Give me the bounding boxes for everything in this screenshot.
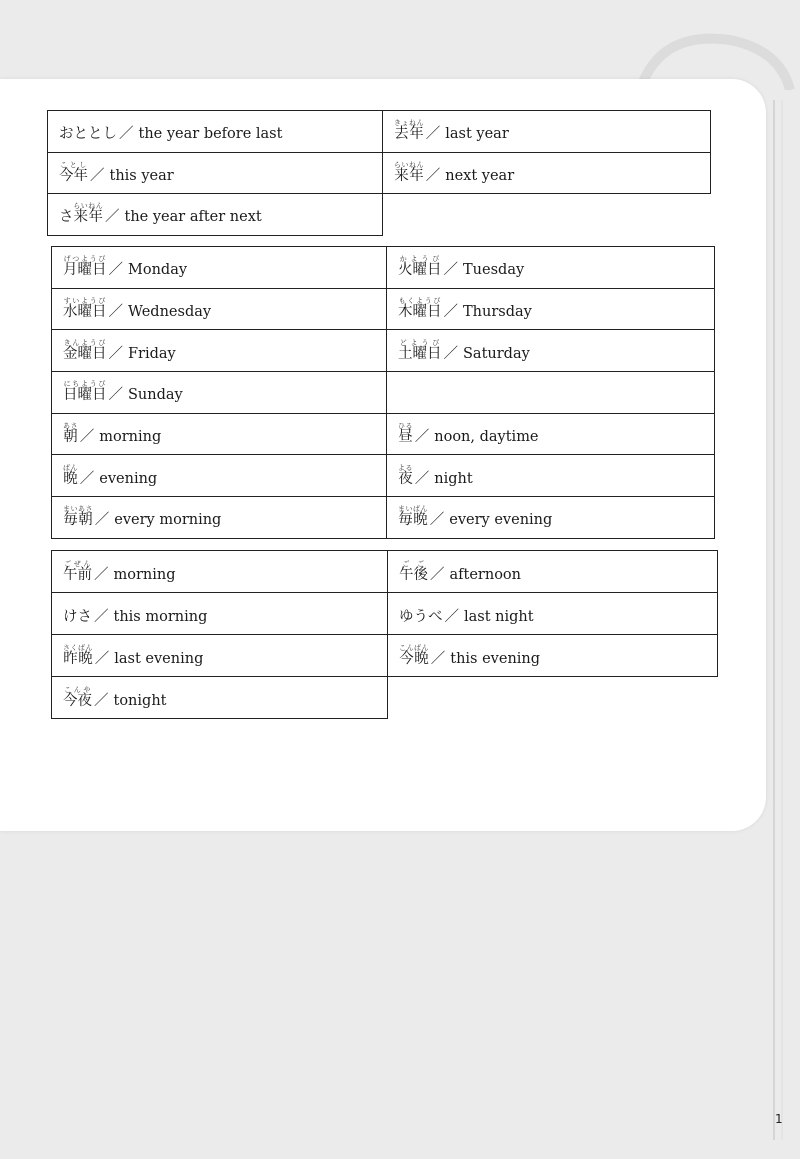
vocab-row <box>52 497 715 539</box>
slash-separator: ／ <box>108 303 123 320</box>
japanese-word-with-furigana <box>63 255 107 279</box>
english-gloss: last night <box>464 608 534 625</box>
slash-separator: ／ <box>430 650 446 667</box>
vocab-row <box>52 551 718 593</box>
vocab-table-days <box>51 246 715 539</box>
japanese-word-with-furigana <box>63 559 92 583</box>
japanese-word-with-furigana <box>398 421 413 445</box>
japanese-word-with-furigana <box>63 685 92 709</box>
vocab-cell-blank <box>383 194 711 236</box>
kanji: 火曜日 <box>398 262 442 279</box>
kanji: 月曜日 <box>63 262 107 279</box>
japanese-word-with-furigana <box>63 643 93 667</box>
japanese-word-with-furigana <box>63 296 107 320</box>
japanese-word-with-furigana <box>73 202 104 225</box>
kanji: 木曜日 <box>398 303 442 320</box>
furigana: らいねん <box>73 202 104 210</box>
slash-separator: ／ <box>94 566 109 583</box>
vocab-cell-blank <box>388 677 718 719</box>
vocab-cell-empty <box>387 372 715 414</box>
vocab-cell <box>52 497 387 539</box>
slash-separator: ／ <box>443 303 458 320</box>
kanji: 今年 <box>59 167 88 184</box>
japanese-word-with-furigana <box>399 559 428 583</box>
slash-separator: ／ <box>94 650 110 667</box>
slash-separator: ／ <box>108 387 123 404</box>
slash-separator: ／ <box>429 512 445 529</box>
furigana: きょねん <box>394 119 424 127</box>
vocab-cell <box>383 152 711 194</box>
japanese-word-with-furigana <box>399 643 429 667</box>
slash-separator: ／ <box>94 692 109 709</box>
vocab-cell <box>52 455 387 497</box>
english-gloss: this year <box>109 167 174 184</box>
slash-separator: ／ <box>414 470 430 487</box>
english-gloss: Friday <box>128 345 176 362</box>
kanji: 昼 <box>398 428 413 445</box>
vocab-row <box>52 413 715 455</box>
slash-separator: ／ <box>79 470 95 487</box>
vocab-cell <box>52 677 388 719</box>
vocab-cell <box>52 635 388 677</box>
furigana: どようび <box>398 338 442 347</box>
kanji: 日曜日 <box>63 387 107 404</box>
english-gloss: Thursday <box>463 303 532 320</box>
vocab-cell <box>387 497 715 539</box>
furigana: きんようび <box>63 338 107 347</box>
english-gloss: afternoon <box>449 566 521 583</box>
furigana: まいあさ <box>63 505 93 514</box>
english-gloss: this evening <box>450 650 541 667</box>
vocab-cell <box>52 593 388 635</box>
slash-separator: ／ <box>90 167 105 184</box>
vocab-row <box>52 330 715 372</box>
japanese-word-with-furigana <box>394 160 424 184</box>
kanji: 朝 <box>63 428 78 445</box>
japanese-word-with-furigana <box>394 119 424 142</box>
slash-separator: ／ <box>94 512 110 529</box>
vocab-row <box>52 247 715 289</box>
japanese-word-with-furigana <box>398 505 428 529</box>
vocab-row <box>52 372 715 414</box>
kanji: 毎朝 <box>63 512 93 529</box>
english-gloss: last evening <box>114 650 204 667</box>
vocab-cell <box>387 413 715 455</box>
furigana: すいようび <box>63 296 107 305</box>
kanji: 毎晩 <box>398 512 428 529</box>
vocab-cell <box>388 593 718 635</box>
slash-separator: ／ <box>444 608 459 625</box>
kanji: 昨晩 <box>63 650 93 667</box>
vocab-row <box>52 635 718 677</box>
kanji: 土曜日 <box>398 345 442 362</box>
japanese-word: さ <box>59 209 74 225</box>
kanji: 水曜日 <box>63 303 107 320</box>
japanese-word: ゆうべ <box>399 608 443 625</box>
english-gloss: Monday <box>128 262 188 279</box>
vocab-cell <box>52 247 387 289</box>
english-gloss: Tuesday <box>463 262 525 279</box>
japanese-word-with-furigana <box>398 463 413 487</box>
vocab-row <box>52 455 715 497</box>
english-gloss: next year <box>445 167 515 184</box>
page-number: 1 <box>775 1112 783 1126</box>
slash-separator: ／ <box>414 428 430 445</box>
furigana: さくばん <box>63 643 93 652</box>
vocab-cell <box>48 111 383 153</box>
slash-separator: ／ <box>108 345 123 362</box>
vocab-row <box>52 677 718 719</box>
kanji: 金曜日 <box>63 345 107 362</box>
furigana: あさ <box>63 421 78 430</box>
vocab-cell <box>387 330 715 372</box>
vocab-row <box>48 152 711 194</box>
japanese-word: けさ <box>63 608 92 625</box>
slash-separator: ／ <box>105 209 120 225</box>
english-gloss: last year <box>445 126 509 142</box>
furigana: もくようび <box>398 296 442 305</box>
kanji: 今夜 <box>63 692 92 709</box>
furigana: ばん <box>63 463 78 472</box>
japanese-word-with-furigana <box>63 505 93 529</box>
vocab-row <box>52 593 718 635</box>
japanese-word-with-furigana <box>63 380 107 404</box>
english-gloss: Wednesday <box>128 303 212 320</box>
japanese-word-with-furigana <box>398 255 442 279</box>
slash-separator: ／ <box>119 126 134 142</box>
vocab-cell <box>52 330 387 372</box>
english-gloss: noon, daytime <box>434 428 539 445</box>
slash-separator: ／ <box>443 262 458 279</box>
japanese-word: おととし <box>59 126 117 142</box>
slash-separator: ／ <box>108 262 123 279</box>
furigana: ごご <box>399 559 428 568</box>
slash-separator: ／ <box>425 126 441 142</box>
furigana: こんばん <box>399 643 429 652</box>
vocab-table-years <box>47 110 711 236</box>
furigana: よる <box>398 463 413 472</box>
japanese-word-with-furigana <box>59 160 88 184</box>
background-ornament <box>600 0 800 90</box>
vocab-cell <box>388 551 718 593</box>
furigana: ごぜん <box>63 559 92 568</box>
vocab-cell <box>388 635 718 677</box>
slash-separator: ／ <box>425 167 441 184</box>
kanji: 午前 <box>63 566 92 583</box>
english-gloss: morning <box>113 566 176 583</box>
background-page-edge <box>768 100 800 1140</box>
vocab-cell <box>387 455 715 497</box>
kanji: 来年 <box>394 167 424 184</box>
furigana: まいばん <box>398 505 428 514</box>
kanji: 午後 <box>399 566 428 583</box>
furigana: げつようび <box>63 255 107 264</box>
english-gloss: night <box>434 470 473 487</box>
furigana: こんや <box>63 685 92 694</box>
vocab-row <box>48 111 711 153</box>
english-gloss: evening <box>99 470 158 487</box>
english-gloss: every morning <box>114 512 222 529</box>
japanese-word-with-furigana <box>398 296 442 320</box>
slash-separator: ／ <box>443 345 458 362</box>
furigana: ひる <box>398 421 413 430</box>
slash-separator: ／ <box>94 608 109 625</box>
english-gloss: the year before last <box>138 126 283 142</box>
vocab-cell <box>387 288 715 330</box>
japanese-word-with-furigana <box>63 338 107 362</box>
vocab-table-times <box>51 550 718 719</box>
english-gloss: tonight <box>113 692 167 709</box>
japanese-word-with-furigana <box>63 463 78 487</box>
slash-separator: ／ <box>79 428 95 445</box>
english-gloss: the year after next <box>124 209 262 225</box>
furigana: かようび <box>398 255 442 264</box>
kanji: 去年 <box>394 126 424 142</box>
vocab-cell <box>52 372 387 414</box>
vocab-cell <box>387 247 715 289</box>
vocab-cell <box>48 194 383 236</box>
furigana: にちようび <box>63 380 107 389</box>
english-gloss: Sunday <box>128 387 183 404</box>
japanese-word-with-furigana <box>398 338 442 362</box>
vocab-row <box>52 288 715 330</box>
japanese-word-with-furigana <box>63 421 78 445</box>
vocab-cell <box>52 413 387 455</box>
kanji: 夜 <box>398 470 413 487</box>
furigana: ことし <box>59 160 88 169</box>
vocab-cell <box>52 551 388 593</box>
english-gloss: this morning <box>113 608 208 625</box>
kanji: 来年 <box>73 209 104 225</box>
vocabulary-sheet <box>0 79 766 831</box>
vocab-row <box>48 194 711 236</box>
slash-separator: ／ <box>430 566 445 583</box>
kanji: 晩 <box>63 470 78 487</box>
kanji: 今晩 <box>399 650 429 667</box>
english-gloss: every evening <box>449 512 553 529</box>
vocab-cell <box>383 111 711 153</box>
english-gloss: morning <box>99 428 162 445</box>
english-gloss: Saturday <box>463 345 530 362</box>
furigana: らいねん <box>394 160 424 169</box>
vocab-cell <box>52 288 387 330</box>
vocab-cell <box>48 152 383 194</box>
